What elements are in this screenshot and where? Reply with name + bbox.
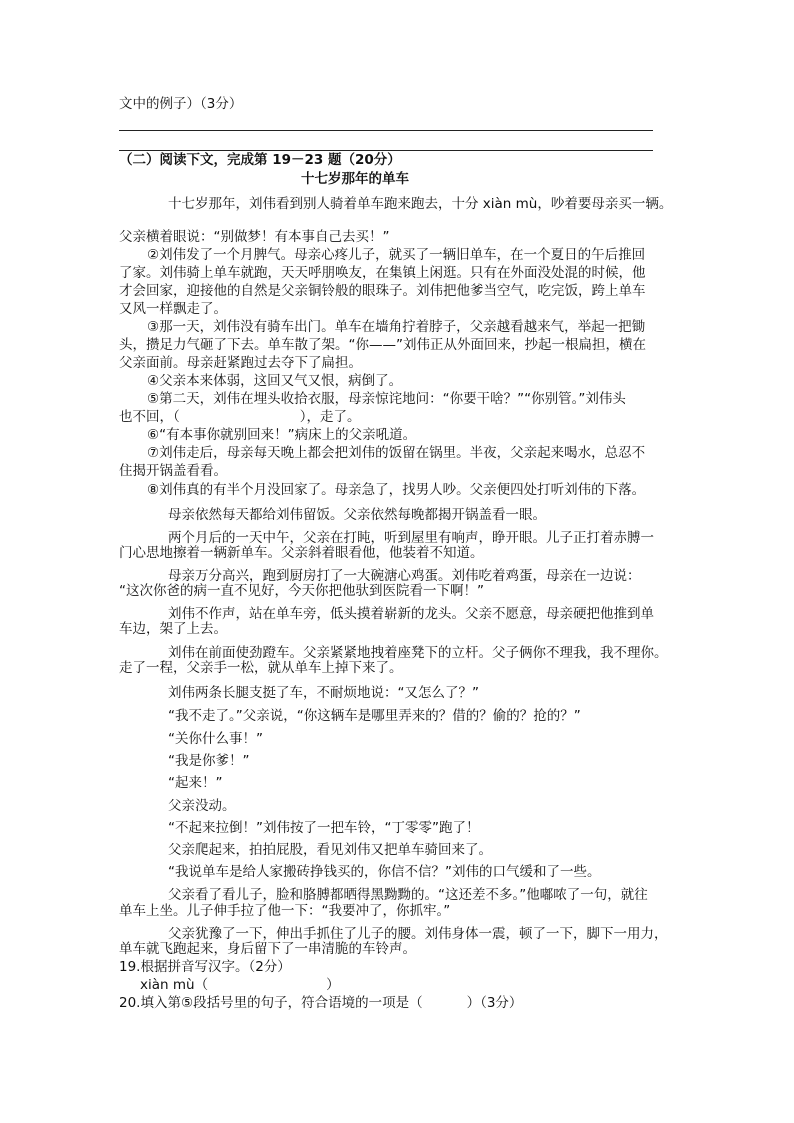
paragraph-line: 又风一样飘走了。 (119, 301, 227, 317)
paragraph-line: 走了一程，父亲手一松，就从单车上掉下来了。 (119, 660, 403, 676)
paragraph-line: 母亲依然每天都给刘伟留饭。父亲依然每晚都揭开锅盖看一眼。 (168, 507, 546, 523)
paragraph-line: 单车就飞跑起来，身后留下了一串清脆的车铃声。 (119, 941, 416, 957)
paragraph-line: 门心思地擦着一辆新单车。父亲斜着眼看他，他装着不知道。 (119, 545, 484, 561)
question-19: 19.根据拼音写汉字。（2分） (119, 959, 291, 975)
paragraph-line: 住揭开锅盖看看。 (119, 463, 227, 479)
question-20 (119, 995, 522, 1012)
paragraph-line: ⑦刘伟走后，母亲每天晚上都会把刘伟的饭留在锅里。半夜，父亲起来喝水，总忍不 (147, 445, 646, 461)
q19-pinyin-line (140, 977, 340, 994)
paragraph-line: ③那一天，刘伟没有骑车出门。单车在墙角拧着脖子，父亲越看越来气，举起一把锄 (147, 319, 646, 335)
paragraph-line: “我是你爹！” (168, 753, 250, 769)
paragraph-line-blank (119, 409, 361, 426)
q19-close: ） (326, 977, 340, 993)
paragraph-line: 才会回家，迎接他的自然是父亲铜铃般的眼珠子。刘伟把他爹当空气，吃完饭，跨上单车 (119, 283, 646, 299)
paragraph-line: ⑤第二天，刘伟在埋头收拾衣服，母亲惊诧地问：“你要干啥？”“你别管。”刘伟头 (147, 391, 626, 407)
paragraph-line: 父亲犹豫了一下，伸出手抓住了儿子的腰。刘伟身体一震，顿了一下，脚下一用力， (168, 926, 668, 942)
paragraph-line: 头，攒足力气砸了下去。单车散了架。“你——”刘伟正从外面回来，抄起一根扁担，横在 (119, 337, 646, 353)
section-heading: （二）阅读下文，完成第 19－23 题（20分） (119, 152, 401, 168)
paragraph-line: ⑧刘伟真的有半个月没回家了。母亲急了，找男人吵。父亲便四处打听刘伟的下落。 (147, 482, 646, 498)
paragraph-line: “起来！” (168, 775, 223, 791)
q20-text: 20.填入第⑤段括号里的句子，符合语境的一项是（ (119, 995, 423, 1011)
paragraph-line: 两个月后的一天中午，父亲在打盹，听到屋里有响声，睁开眼。儿子正打着赤膊一 (168, 530, 654, 546)
paragraph-line: ⑥“有本事你就别回来！”病床上的父亲吼道。 (147, 427, 417, 443)
paragraph-line: 父亲面前。母亲赶紧跑过去夺下了扁担。 (119, 355, 362, 371)
story-title: 十七岁那年的单车 (301, 171, 409, 187)
paragraph-line: ④父亲本来体弱，这回又气又恨，病倒了。 (147, 373, 403, 389)
paragraph-line: ②刘伟发了一个月脾气。母亲心疼儿子，就买了一辆旧单车，在一个夏日的午后推回 (147, 247, 646, 263)
paragraph-line: “不起来拉倒！”刘伟按了一把车铃，“丁零零”跑了！ (168, 820, 480, 836)
answer-line (119, 150, 653, 151)
paragraph-line: 刘伟不作声，站在单车旁，低头摸着崭新的龙头。父亲不愿意，母亲硬把他推到单 (168, 606, 654, 622)
answer-line (119, 130, 653, 131)
blank-before: 也不回，（ (119, 409, 180, 425)
paragraph-line: 十七岁那年，刘伟看到别人骑着单车跑来跑去，十分 xiàn mù，吵着要母亲买一辆。 (168, 196, 673, 212)
paragraph-line: “我说单车是给人家搬砖挣钱买的，你信不信？”刘伟的口气缓和了一些。 (168, 864, 601, 880)
q20-tail: ）（3分） (466, 995, 523, 1011)
paragraph-line: 父亲看了看儿子，脸和胳膊都晒得黑黝黝的。“这还差不多。”他嘟哝了一句，就往 (168, 887, 648, 903)
paragraph-line: “我不走了。”父亲说，“你这辆车是哪里弄来的？借的？偷的？抢的？” (168, 708, 581, 724)
paragraph-line: 刘伟在前面使劲蹬车。父亲紧紧地拽着座凳下的立杆。父子俩你不理我，我不理你。 (168, 645, 668, 661)
paragraph-line: “关你什么事！” (168, 731, 263, 747)
paragraph-line: 了家。刘伟骑上单车就跑，天天呼朋唤友，在集镇上闲逛。只有在外面没处混的时候，他 (119, 265, 646, 281)
q19-pinyin: xiàn mù（ (140, 977, 209, 993)
paragraph-line: 父亲没动。 (168, 798, 236, 814)
paragraph-line: 车边，架了上去。 (119, 621, 227, 637)
paragraph-line: “这次你爸的病一直不见好，今天你把他驮到医院看一下啊！” (119, 583, 484, 599)
blank-after: ），走了。 (299, 409, 361, 425)
paragraph-line: 刘伟两条长腿支挺了车，不耐烦地说：“又怎么了？” (168, 685, 479, 701)
q18-tail: 文中的例子）（3分） (119, 96, 243, 112)
paragraph-line: 母亲万分高兴，跑到厨房打了一大碗溏心鸡蛋。刘伟吃着鸡蛋，母亲在一边说： (168, 568, 641, 584)
paragraph-line: 父亲横着眼说：“别做梦！有本事自己去买！” (119, 229, 390, 245)
paragraph-line: 单车上坐。儿子伸手拉了他一下：“我要冲了，你抓牢。” (119, 903, 451, 919)
paragraph-line: 父亲爬起来，拍拍屁股，看见刘伟又把单车骑回来了。 (168, 842, 492, 858)
